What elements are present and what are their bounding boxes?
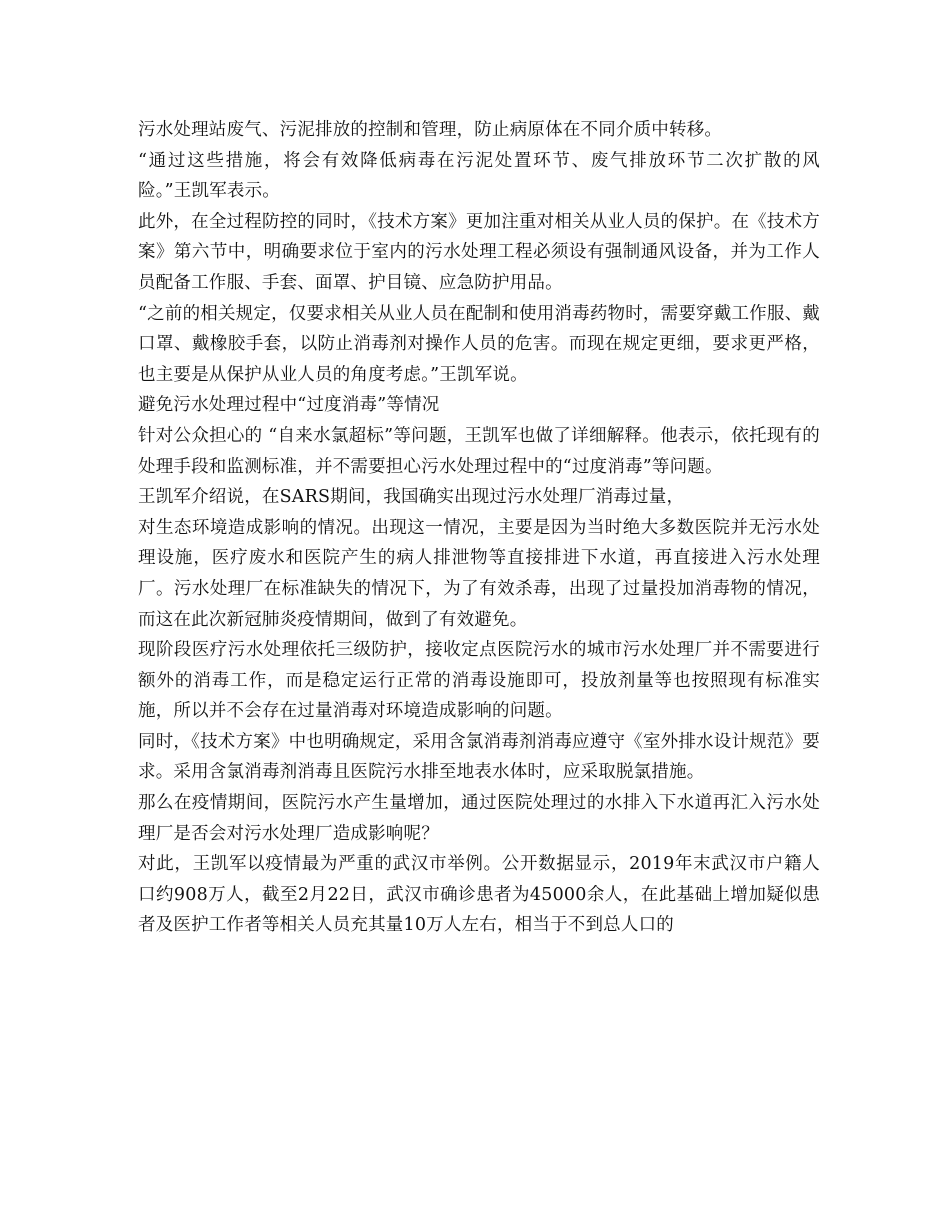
paragraph-quote-measures: “通过这些措施，将会有效降低病毒在污泥处置环节、废气排放环节二次扩散的风险。”王凯军表示。: [138, 150, 820, 202]
paragraph-sludge-control: 污水处理站废气、污泥排放的控制和管理，防止病原体在不同介质中转移。: [138, 120, 723, 140]
paragraph-worker-protection: 此外，在全过程防控的同时，《技术方案》更加注重对相关从业人员的保护。在《技术方案》第六节中，明确要求位于室内的污水处理工程必须设有强制通风设备，并为工作人员配备工作服、手套、面罩、护目镜、应急防护用品。: [138, 211, 820, 293]
section-heading: 避免污水处理过程中“过度消毒”等情况: [138, 395, 440, 416]
document-body: [138, 115, 820, 941]
paragraph-three-level-protection: 现阶段医疗污水处理依托三级防护，接收定点医院污水的城市污水处理厂并不需要进行额外的消毒工作，而是稳定运行正常的消毒设施即可，投放剂量等也按照现有标准实施，所以并不会存在过量消毒对环境造成影响的问题。: [138, 640, 820, 722]
paragraph-quote-regulations: “之前的相关规定，仅要求相关从业人员在配制和使用消毒药物时，需要穿戴工作服、戴口罩、戴橡胶手套，以防止消毒剂对操作人员的危害。而现在规定更细，要求更严格，也主要是从保护从业人员的角度考虑。”王凯军说。: [138, 303, 820, 385]
paragraph-chlorine-concern: 针对公众担心的 “自来水氯超标”等问题，王凯军也做了详细解释。他表示，依托现有的处理手段和监测标准，并不需要担心污水处理过程中的“过度消毒”等问题。: [138, 425, 820, 477]
paragraph-sars-impact: 对生态环境造成影响的情况。出现这一情况，主要是因为当时绝大多数医院并无污水处理设施，医疗废水和医院产生的病人排泄物等直接排进下水道，再直接进入污水处理厂。污水处理厂在标准缺失的情况下，为了有效杀毒，出现了过量投加消毒物的情况，而这在此次新冠肺炎疫情期间，做到了有效避免。: [138, 517, 820, 630]
paragraph-wuhan-example: 对此，王凯军以疫情最为严重的武汉市举例。公开数据显示，2019年末武汉市户籍人口约908万人，截至2月22日，武汉市确诊患者为45000余人，在此基础上增加疑似患者及医护工作者等相关人员充其量10万人左右，相当于不到总人口的: [138, 854, 820, 936]
paragraph-question: 那么在疫情期间，医院污水产生量增加，通过医院处理过的水排入下水道再汇入污水处理厂是否会对污水处理厂造成影响呢？: [138, 793, 820, 844]
paragraph-dechlorination: 同时，《技术方案》中也明确规定，采用含氯消毒剂消毒应遵守《室外排水设计规范》要求。采用含氯消毒剂消毒且医院污水排至地表水体时，应采取脱氯措施。: [138, 731, 820, 783]
paragraph-sars-intro: 王凯军介绍说，在SARS期间，我国确实出现过污水处理厂消毒过量，: [138, 487, 685, 508]
